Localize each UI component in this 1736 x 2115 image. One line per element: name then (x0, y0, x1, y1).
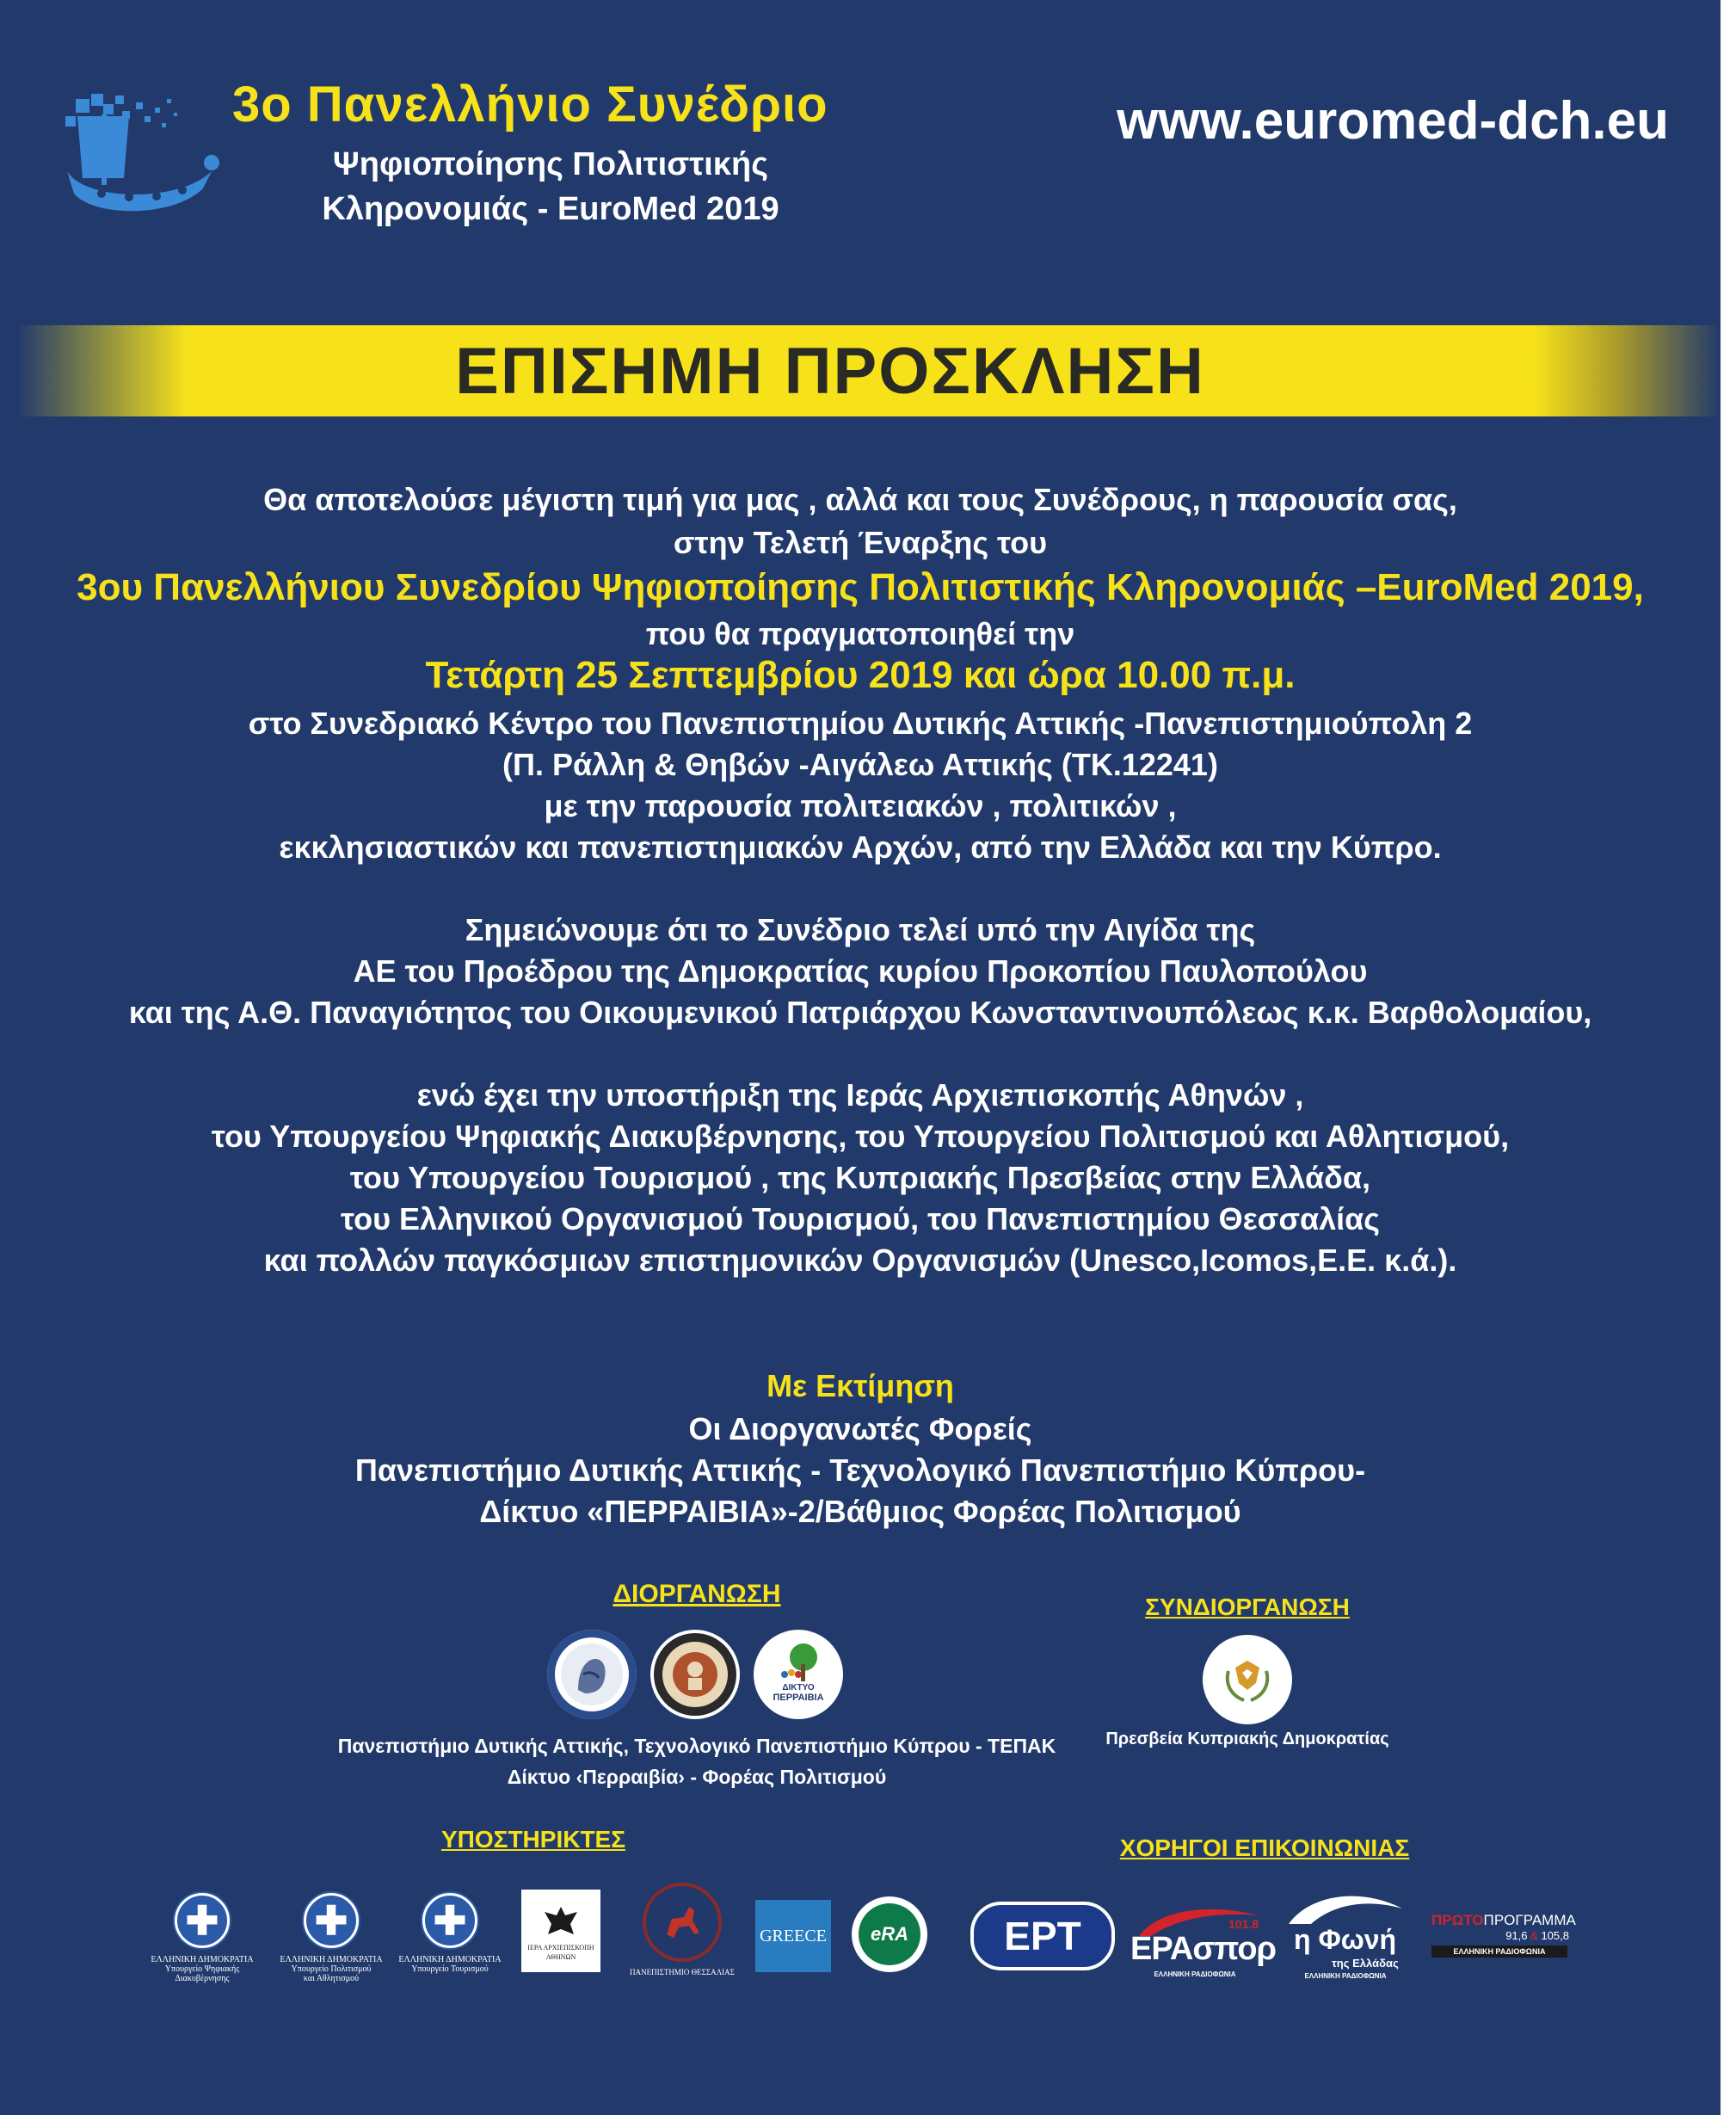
body-line: που θα πραγματοποιηθεί την (645, 616, 1075, 651)
greece-tourism-logo (755, 1900, 831, 1972)
signature-line: Δίκτυο «ΠΕΡΡΑΙΒΙΑ»-2/Βάθμιος Φορέας Πολιτισμού (479, 1494, 1241, 1529)
archdiocese-logo (521, 1890, 600, 1972)
greek-cross-icon: ✚ (304, 1893, 359, 1948)
foni-ellados-logo (1282, 1890, 1411, 1984)
centaur-icon (641, 1881, 723, 1964)
conference-subtitle-line2: Κληρονομιάς - EuroMed 2019 (322, 191, 779, 227)
proto-programma-logo (1431, 1912, 1586, 1972)
archdiocese-caption: ΙΕΡΑ ΑΡΧΙΕΠΙΣΚΟΠΗ ΑΘΗΝΩΝ (527, 1944, 594, 1961)
organizers-caption: Πανεπιστήμιο Δυτικής Αττικής, Τεχνολογικό Πανεπιστήμιο Κύπρου - ΤΕΠΑΚ (337, 1735, 1056, 1757)
greece-logo-text: GREECE (760, 1926, 827, 1945)
support-line: και πολλών παγκόσμιων επιστημονικών Οργανισμών (Unesco,Icomos,Ε.Ε. κ.ά.). (263, 1242, 1457, 1278)
event-date-line: Τετάρτη 25 Σεπτεμβρίου 2019 και ώρα 10.00 π.μ. (425, 654, 1296, 696)
closing-line: Με Εκτίμηση (766, 1368, 954, 1403)
foni-logo-tagline: ΕΛΛΗΝΙΚΗ ΡΑΔΙΟΦΩΝΙΑ (1304, 1972, 1387, 1980)
ministry-caption: ΕΛΛΗΝΙΚΗ ΔΗΜΟΚΡΑΤΙΑ (280, 1955, 383, 1964)
greek-cross-icon: ✚ (422, 1893, 477, 1948)
perraivia-logo-text: ΔΙΚΤΥΟ (782, 1683, 815, 1693)
ship-icon (60, 82, 224, 228)
era-sport-logo-text: ΕΡΑσπορ (1130, 1931, 1277, 1967)
body-line: Θα αποτελούσε μέγιστη τιμή για μας , αλλά και τους Συνέδρους, η παρουσία σας, (263, 482, 1457, 517)
era-sport-frequency: 101.8 (1228, 1917, 1259, 1931)
ministry-caption: Υπουργείο Ψηφιακής Διακυβέρνησης (164, 1964, 240, 1983)
venue-line: στο Συνεδριακό Κέντρο του Πανεπιστημίου Δυτικής Αττικής -Πανεπιστημιούπολη 2 (248, 706, 1473, 741)
conference-name-line: 3ου Πανελλήνιου Συνεδρίου Ψηφιοποίησης Πολιτιστικής Κληρονομιάς –EuroMed 2019, (77, 566, 1644, 608)
conference-title: 3ο Πανελλήνιο Συνέδριο (232, 77, 828, 133)
support-line: του Υπουργείου Τουρισμού , της Κυπριακής Πρεσβείας στην Ελλάδα, (349, 1160, 1371, 1195)
conference-subtitle-line1: Ψηφιοποίησης Πολιτιστικής (333, 146, 768, 182)
body-line: στην Τελετή Έναρξης του (673, 525, 1048, 560)
body-line: με την παρουσία πολιτειακών , πολιτικών , (544, 788, 1177, 823)
website-link[interactable]: www.euromed-dch.eu (1117, 91, 1669, 151)
era-logo (852, 1896, 927, 1972)
supporters-heading: ΥΠΟΣΤΗΡΙΚΤΕΣ (440, 1826, 626, 1853)
organizers-caption: Δίκτυο ‹Περραιβία› - Φορέας Πολιτισμού (507, 1766, 887, 1788)
ministry-caption: ΕΛΛΗΝΙΚΗ ΔΗΜΟΚΡΑΤΙΑ (151, 1955, 254, 1964)
thessaly-university-logo (618, 1881, 747, 1984)
proto-frequency: 105,8 (1541, 1929, 1569, 1942)
proto-frequency: 91,6 (1505, 1929, 1528, 1942)
proto-tagline: ΕΛΛΗΝΙΚΗ ΡΑΔΙΟΦΩΝΙΑ (1431, 1945, 1567, 1958)
body-line: εκκλησιαστικών και πανεπιστημιακών Αρχών, από την Ελλάδα και την Κύπρο. (279, 829, 1442, 865)
support-line: του Ελληνικού Οργανισμού Τουρισμού, του Πανεπιστημίου Θεσσαλίας (341, 1201, 1380, 1236)
foni-logo-text: η Φωνή (1294, 1924, 1397, 1955)
cyprus-embassy-emblem (1203, 1635, 1292, 1724)
ministry-tourism-logo (394, 1893, 506, 1996)
perraivia-logo-text: ΠΕΡΡΑΙΒΙΑ (773, 1693, 824, 1703)
proto-logo-text: ΠΡΩΤΟ (1431, 1912, 1484, 1928)
perraivia-logo (754, 1630, 843, 1719)
greek-cross-icon: ✚ (175, 1893, 230, 1948)
era-sport-logo (1127, 1893, 1277, 1988)
signature-line: Πανεπιστήμιο Δυτικής Αττικής - Τεχνολογικό Πανεπιστήμιο Κύπρου- (354, 1452, 1366, 1488)
wing-icon (1285, 1890, 1406, 1927)
invitation-title: ΕΠΙΣΗΜΗ ΠΡΟΣΚΛΗΣΗ (455, 334, 1205, 408)
ert-logo-text: ΕΡΤ (1004, 1914, 1081, 1958)
media-sponsors-heading: ΧΟΡΗΓΟΙ ΕΠΙΚΟΙΝΩΝΙΑΣ (1119, 1834, 1410, 1861)
ert-logo (970, 1902, 1115, 1970)
co-organizers-caption: Πρεσβεία Κυπριακής Δημοκρατίας (1105, 1730, 1389, 1748)
address-line: (Π. Ράλλη & Θηβών -Αιγάλεω Αττικής (ΤΚ.12241) (502, 747, 1218, 782)
uniwa-logo (547, 1630, 637, 1719)
support-line: ενώ έχει την υποστήριξη της Ιεράς Αρχιεπισκοπής Αθηνών , (416, 1077, 1304, 1113)
aegis-line: και της Α.Θ. Παναγιότητος του Οικουμενικού Πατριάρχου Κωνσταντινουπόλεως κ.κ. Βαρθολομαίου, (128, 995, 1592, 1030)
title-banner (17, 325, 1721, 416)
ministry-digital-governance-logo (138, 1893, 267, 1996)
cut-logo (650, 1630, 740, 1719)
support-line: του Υπουργείου Ψηφιακής Διακυβέρνησης, του Υπουργείου Πολιτισμού και Αθλητισμού, (211, 1119, 1510, 1154)
signature-line: Οι Διοργανωτές Φορείς (688, 1411, 1032, 1446)
frequency-separator: & (1530, 1929, 1538, 1942)
ministry-caption: Υπουργείο Πολιτισμού (291, 1964, 372, 1974)
era-logo-text: eRA (870, 1923, 908, 1945)
era-sport-tagline: ΕΛΛΗΝΙΚΗ ΡΑΔΙΟΦΩΝΙΑ (1154, 1970, 1236, 1978)
thessaly-caption: ΠΑΝΕΠΙΣΤΗΜΙΟ ΘΕΣΣΑΛΙΑΣ (630, 1968, 735, 1976)
ministry-caption: και Αθλητισμού (303, 1974, 360, 1983)
organizers-heading: ΔΙΟΡΓΑΝΩΣΗ (613, 1580, 781, 1608)
foni-logo-subtitle: της Ελλάδας (1332, 1957, 1399, 1970)
co-organizers-heading: ΣΥΝΔΙΟΡΓΑΝΩΣΗ (1145, 1594, 1350, 1620)
ministry-caption: Υπουργείο Τουρισμού (411, 1964, 489, 1974)
double-eagle-icon (539, 1900, 582, 1943)
programma-logo-text: ΠΡΟΓΡΑΜΜΑ (1483, 1912, 1576, 1928)
ministry-culture-logo (275, 1893, 387, 2005)
aegis-line: Σημειώνουμε ότι το Συνέδριο τελεί υπό την Αιγίδα της (465, 912, 1256, 947)
ministry-caption: ΕΛΛΗΝΙΚΗ ΔΗΜΟΚΡΑΤΙΑ (398, 1955, 502, 1964)
aegis-line: ΑΕ του Προέδρου της Δημοκρατίας κυρίου Προκοπίου Παυλοπούλου (353, 953, 1368, 989)
